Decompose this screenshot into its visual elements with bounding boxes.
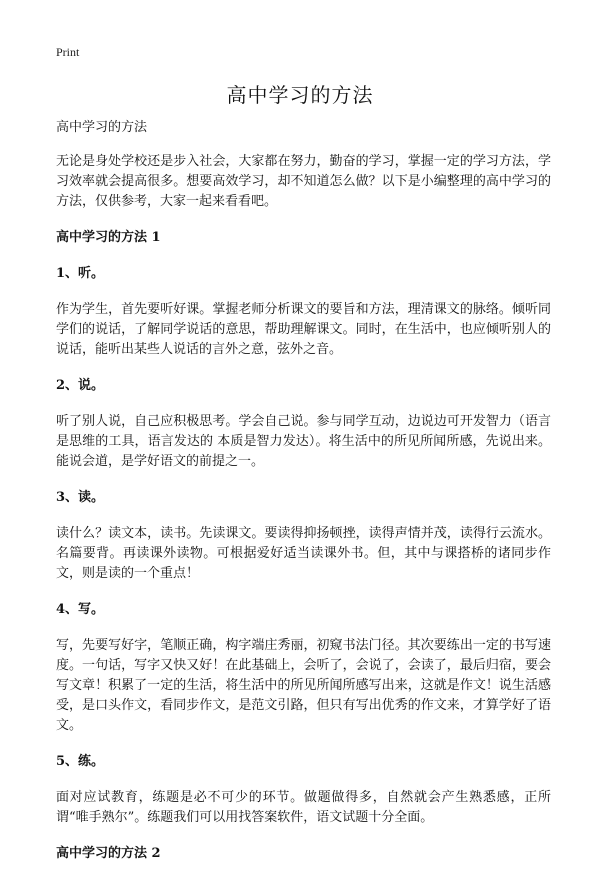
item-heading-speak: 2、说。 xyxy=(56,378,105,393)
section-heading-1: 高中学习的方法 1 xyxy=(56,230,161,245)
item-body-read: 读什么？读文本，读书。先读课文。要读得抑扬顿挫，读得声情并茂，读得行云流水。名篇要背。再读课外读物。可根据爱好适当读课外书。但，其中与课搭桥的诸同步作文，则是读的一个重点！ xyxy=(56,526,551,581)
item-heading-listen: 1、听。 xyxy=(56,266,105,281)
item-heading-write: 4、写。 xyxy=(56,602,105,617)
section-heading-2: 高中学习的方法 2 xyxy=(56,846,161,861)
item-heading-practice: 5、练。 xyxy=(56,754,105,769)
page-title: 高中学习的方法 xyxy=(226,83,374,107)
item-body-speak: 听了别人说，自己应积极思考。学会自己说。参与同学互动，边说边可开发智力（语言是思维的工具，语言发达的 本质是智力发达）。将生活中的所见所闻所感，先说出来。能说会道，是学好语文的前提之一。 xyxy=(56,414,551,469)
item-body-write: 写，先要写好字，笔顺正确，构字端庄秀丽，初窥书法门径。其次要练出一定的书写速度。一句话，写字又快又好！在此基础上，会听了，会说了，会读了，最后归宿，要会写文章！积累了一定的生活，将生活中的所见所闻所感写出来，这就是作文！说生活感受，是口头作文，看同步作文，是范文引路，但只有写出优秀的作文来，才算学好了语文。 xyxy=(56,638,551,733)
print-label[interactable]: Print xyxy=(56,45,80,59)
item-body-practice: 面对应试教育，练题是必不可少的环节。做题做得多，自然就会产生熟悉感，正所谓“唯手熟尔”。练题我们可以用找答案软件，语文试题十分全面。 xyxy=(56,790,551,825)
item-body-listen: 作为学生，首先要听好课。掌握老师分析课文的要旨和方法，理清课文的脉络。倾听同学们的说话，了解同学说话的意思，帮助理解课文。同时，在生活中，也应倾听别人的说话，能听出某些人说话的言外之意，弦外之音。 xyxy=(56,302,551,357)
intro-paragraph: 无论是身处学校还是步入社会，大家都在努力，勤奋的学习，掌握一定的学习方法，学习效率就会提高很多。想要高效学习，却不知道怎么做？以下是小编整理的高中学习的方法，仅供参考，大家一起来看看吧。 xyxy=(56,154,551,209)
document-subtitle: 高中学习的方法 xyxy=(56,120,148,135)
item-heading-read: 3、读。 xyxy=(56,490,105,505)
document-body xyxy=(56,118,551,880)
